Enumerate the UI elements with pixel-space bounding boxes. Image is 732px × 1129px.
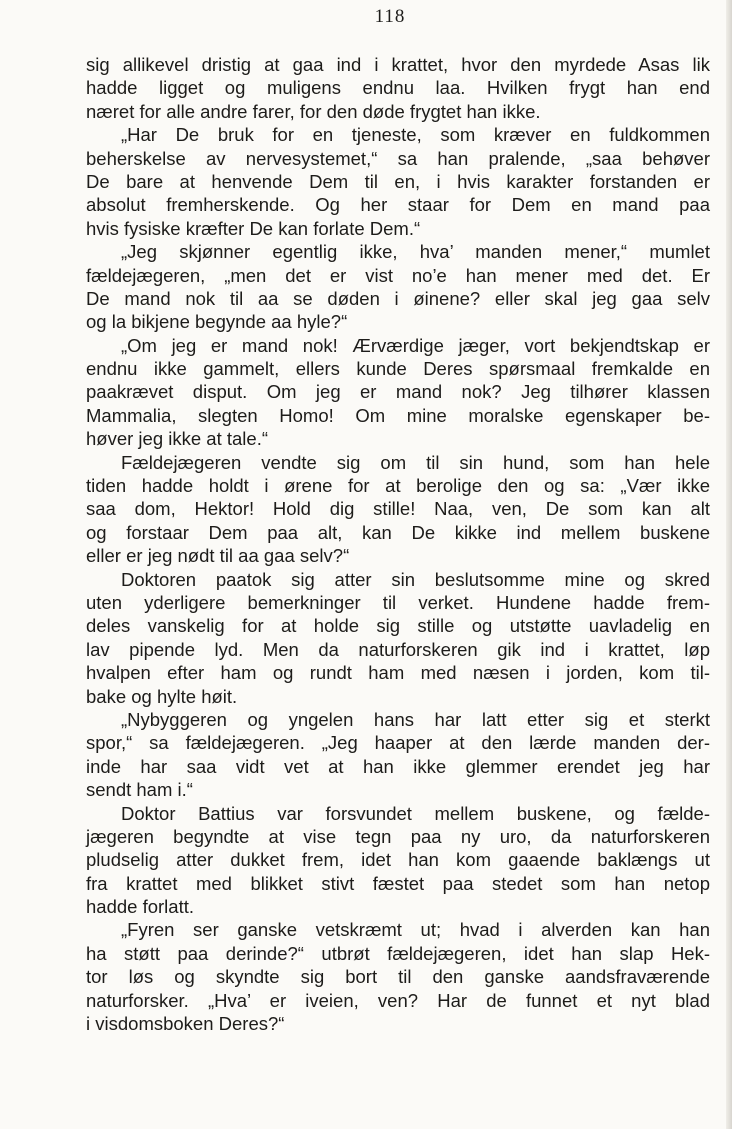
text-line: ha støtt paa derinde?“ utbrøt fældejægeren, idet han slap Hek-	[86, 942, 710, 964]
text-line: Doktor Battius var forsvundet mellem buskene, og fælde-	[121, 802, 710, 824]
text-line: uten yderligere bemerkninger til verket. Hundene hadde frem-	[86, 591, 710, 613]
text-line: beherskelse av nervesystemet,“ sa han pralende, „saa behøver	[86, 147, 710, 169]
text-line: hvis fysiske kræfter De kan forlate Dem.“	[86, 217, 421, 239]
text-line: i visdomsboken Deres?“	[86, 1013, 285, 1035]
text-line: endnu ikke gammelt, ellers kunde Deres spørsmaal fremkalde en	[86, 358, 710, 380]
text-line: paakrævet disput. Om jeg er mand nok? Jeg tilhører klassen	[86, 381, 710, 403]
text-line: hvalpen efter ham og rundt ham med næsen i jorden, kom til-	[86, 662, 710, 684]
text-line: „Nybyggeren og yngelen hans har latt etter sig et sterkt	[121, 708, 710, 730]
text-line: „Fyren ser ganske vetskræmt ut; hvad i alverden kan han	[121, 919, 710, 941]
text-line: hadde ligget og muligens endnu laa. Hvilken frygt han end	[86, 77, 710, 99]
text-line: saa dom, Hektor! Hold dig stille! Naa, ven, De som kan alt	[86, 498, 710, 520]
text-line: Fældejægeren vendte sig om til sin hund, som han hele	[121, 451, 710, 473]
text-line: Doktoren paatok sig atter sin beslutsomme mine og skred	[121, 568, 710, 590]
text-line: hadde forlatt.	[86, 896, 194, 918]
text-line: og forstaar Dem paa alt, kan De kikke ind mellem buskene	[86, 521, 710, 543]
page-number: 118	[374, 6, 406, 27]
text-line: sendt ham i.“	[86, 779, 193, 801]
text-line: naturforsker. „Hva’ er iveien, ven? Har de funnet et nyt blad	[86, 989, 710, 1011]
page-edge	[726, 0, 732, 1129]
text-line: absolut fremherskende. Og her staar for Dem en mand paa	[86, 194, 710, 216]
body-text	[86, 53, 710, 1035]
text-line: tiden hadde holdt i ørene for at berolige den og sa: „Vær ikke	[86, 475, 710, 497]
text-line: fra krattet med blikket stivt fæstet paa stedet som han netop	[86, 872, 710, 894]
text-line: „Jeg skjønner egentlig ikke, hva’ manden mener,“ mumlet	[121, 241, 710, 263]
text-line: jægeren begyndte at vise tegn paa ny uro, da naturforskeren	[86, 825, 710, 847]
text-line: „Om jeg er mand nok! Ærværdige jæger, vort bekjendtskap er	[121, 334, 710, 356]
text-line: høver jeg ikke at tale.“	[86, 428, 268, 450]
text-line: inde har saa vidt vet at han ikke glemmer erendet jeg har	[86, 755, 710, 777]
text-line: De bare at henvende Dem til en, i hvis karakter forstanden er	[86, 170, 710, 192]
text-line: pludselig atter dukket frem, idet han kom gaaende baklængs ut	[86, 849, 710, 871]
text-line: deles vanskelig for at holde sig stille og utstøtte uavladelig en	[86, 615, 710, 637]
text-line: De mand nok til aa se døden i øinene? eller skal jeg gaa selv	[86, 287, 710, 309]
text-line: bake og hylte høit.	[86, 685, 238, 707]
text-line: og la bikjene begynde aa hyle?“	[86, 311, 348, 333]
text-line: fældejægeren, „men det er vist no’e han mener med det. Er	[86, 264, 710, 286]
text-line: spor,“ sa fældejægeren. „Jeg haaper at den lærde manden der-	[86, 732, 710, 754]
text-line: sig allikevel dristig at gaa ind i krattet, hvor den myrdede Asas lik	[86, 54, 710, 75]
text-line: Mammalia, slegten Homo! Om mine moralske egenskaper be-	[86, 404, 710, 426]
text-line: tor løs og skyndte sig bort til den ganske aandsfraværende	[86, 966, 710, 988]
text-line: eller er jeg nødt til aa gaa selv?“	[86, 545, 350, 567]
text-line: „Har De bruk for en tjeneste, som kræver en fuldkommen	[121, 124, 710, 146]
text-line: næret for alle andre farer, for den døde frygtet han ikke.	[86, 100, 541, 122]
text-line: lav pipende lyd. Men da naturforskeren gik ind i krattet, løp	[86, 638, 710, 660]
